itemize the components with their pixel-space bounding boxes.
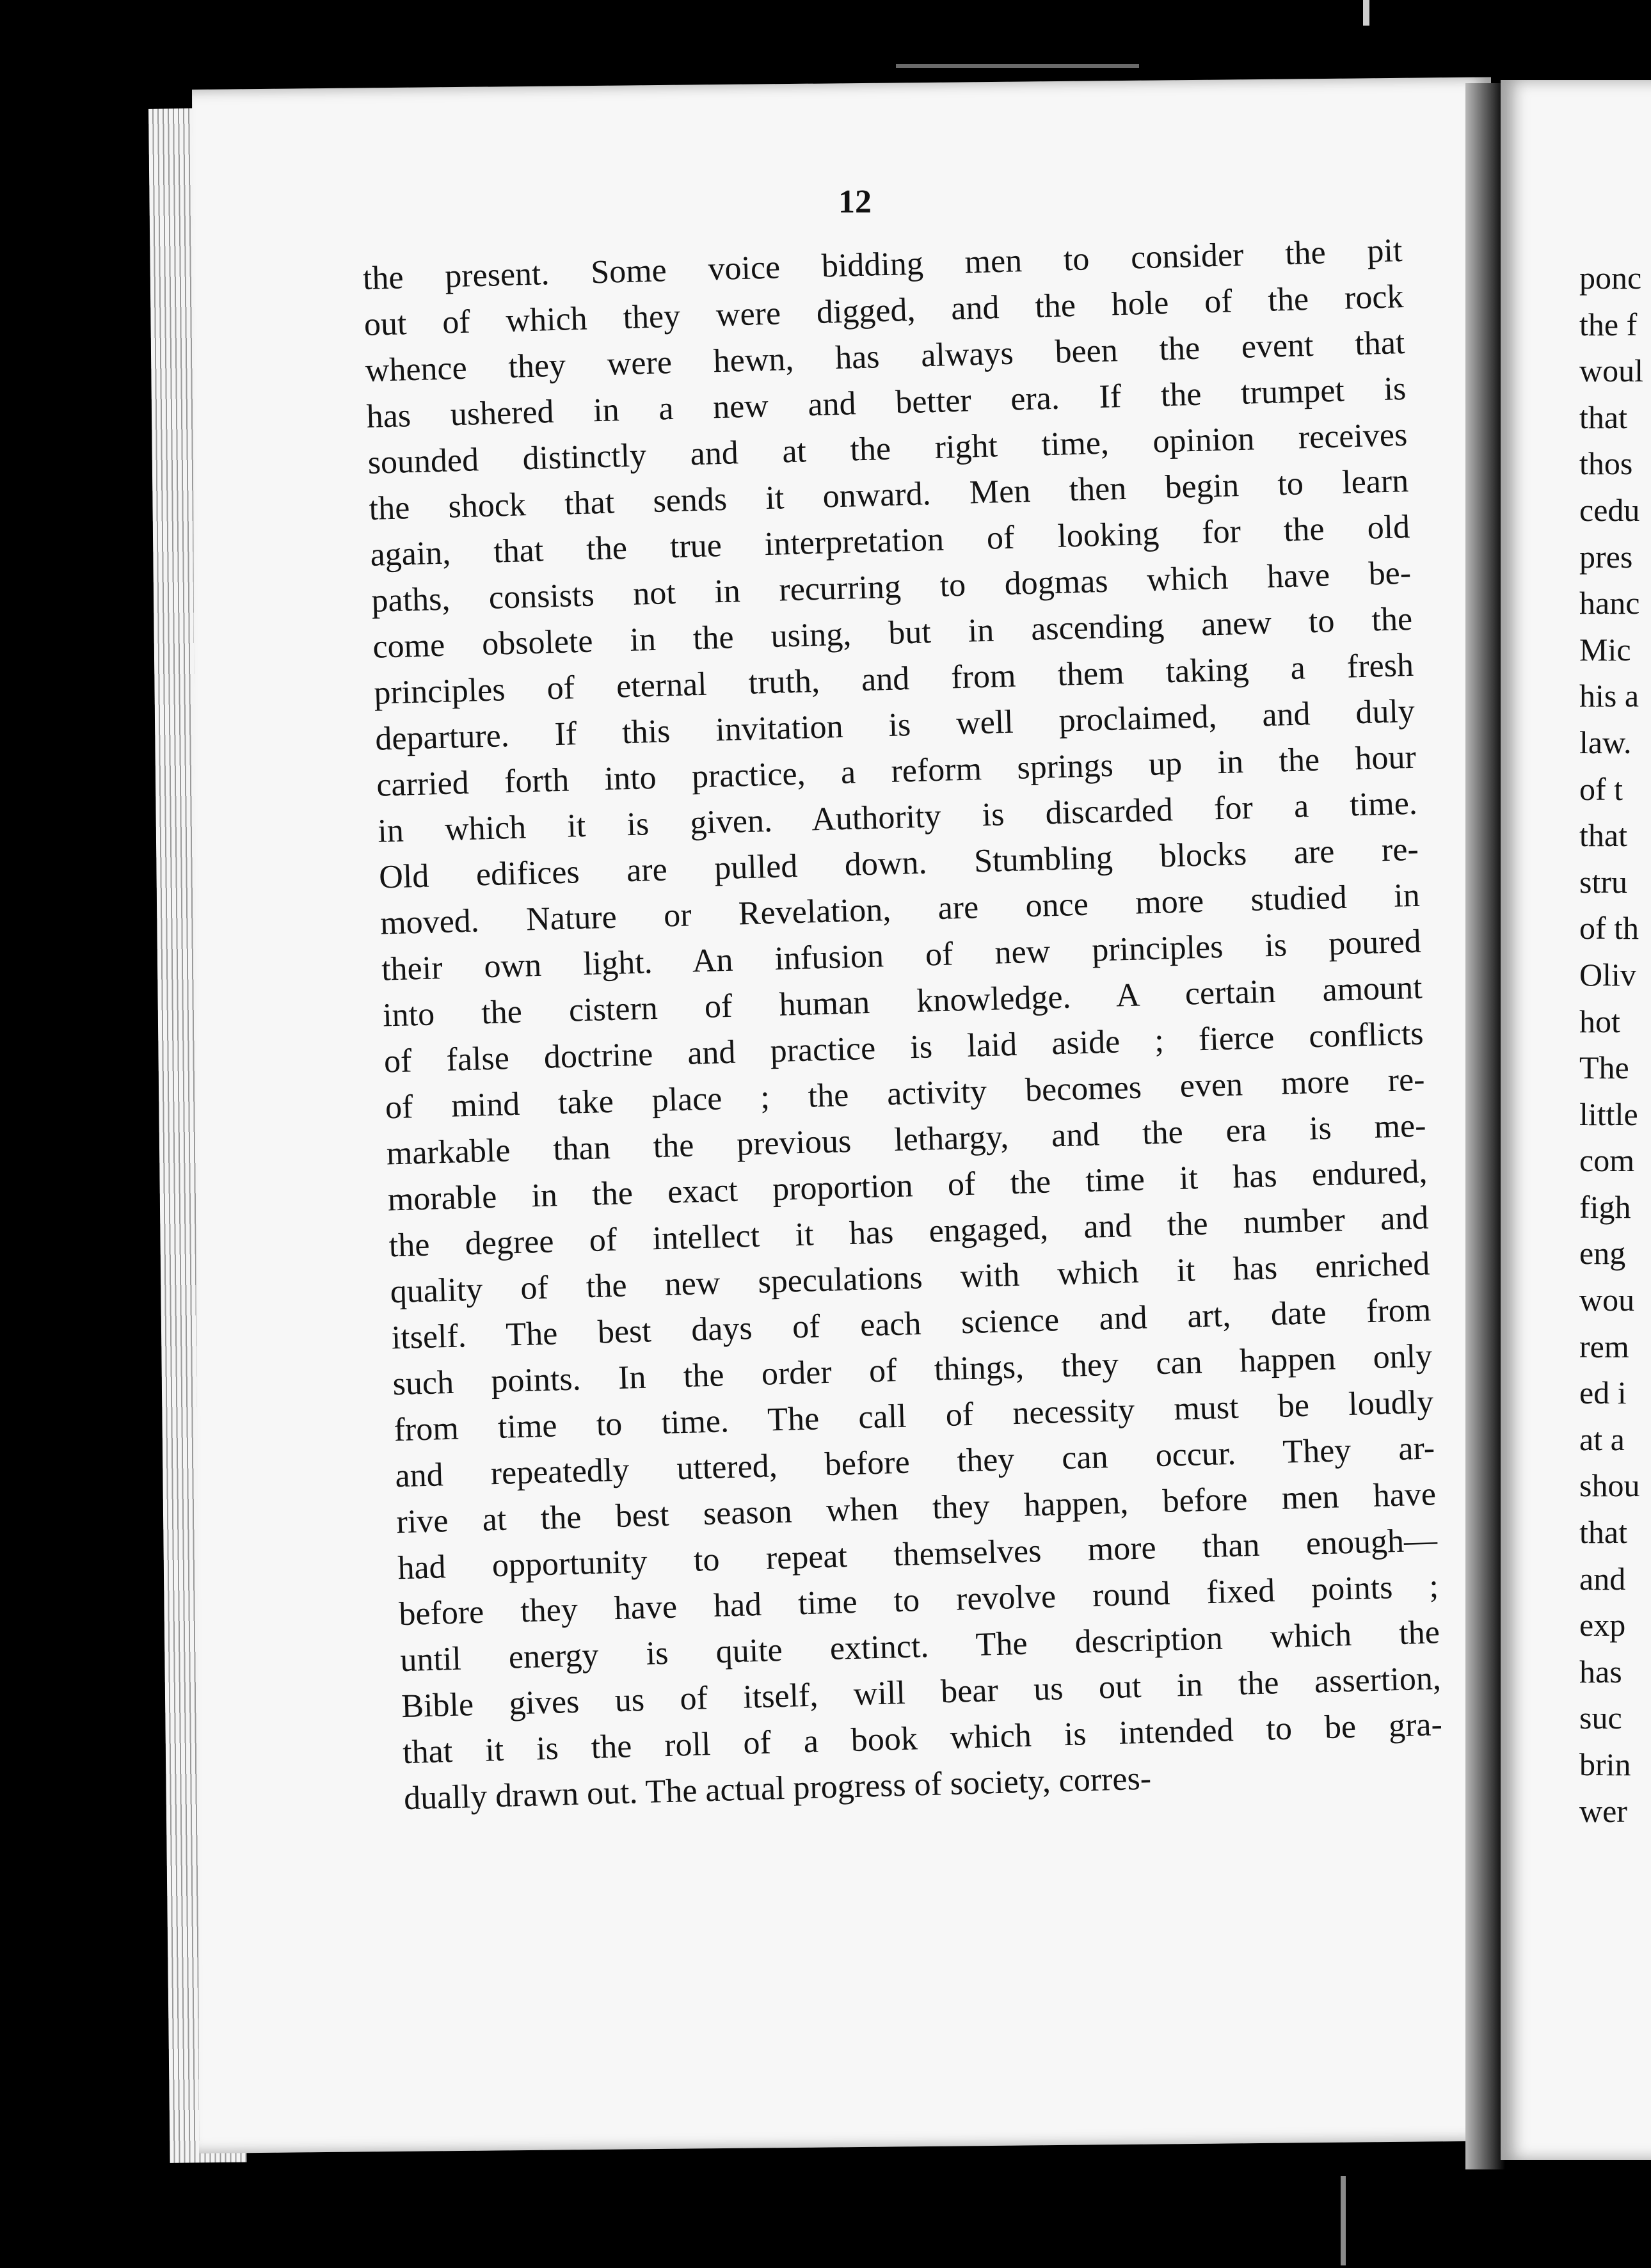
text-line: from time to time. The call of necessity must be loudly (393, 1384, 1434, 1449)
text-fragment: of t (1579, 771, 1623, 807)
text-fragment: and (1579, 1560, 1626, 1597)
text-fragment: that (1579, 817, 1627, 854)
right-page-text (1579, 255, 1651, 1834)
text-line: dually drawn out. The actual progress of society, corres- (403, 1760, 1152, 1817)
text-line: had opportunity to repeat themselves more than enough— (397, 1522, 1438, 1587)
text-fragment: has (1579, 1653, 1622, 1689)
text-line: such points. In the order of things, they can happen only (392, 1338, 1433, 1403)
text-line: their own light. An infusion of new principles is poured (381, 923, 1422, 988)
text-line: quality of the new speculations with which it has enriched (390, 1245, 1430, 1311)
text-fragment: shou (1579, 1467, 1640, 1504)
text-line: departure. If this invitation is well proclaimed, and duly (374, 692, 1416, 758)
text-line: come obsolete in the using, but in ascending anew to the (372, 600, 1413, 666)
text-fragment: ed i (1579, 1375, 1627, 1411)
text-line: Bible gives us of itself, will bear us out in the assertion, (401, 1660, 1442, 1725)
text-fragment: that (1579, 399, 1627, 435)
text-fragment: of th (1579, 910, 1639, 946)
text-line: out of which they were digged, and the hole of the rock (363, 278, 1405, 343)
text-line: paths, consists not in recurring to dogmas which have be- (371, 554, 1412, 619)
scan-speck (1341, 2176, 1346, 2265)
text-line: sounded distinctly and at the right time, opinion receives (367, 416, 1408, 481)
text-fragment: stru (1579, 863, 1627, 900)
text-line: carried forth into practice, a reform springs up in the hour (376, 739, 1417, 804)
text-line: principles of eternal truth, and from them taking a fresh (373, 646, 1414, 712)
text-fragment: pres (1579, 538, 1633, 575)
text-line: and repeatedly uttered, before they can occur. They ar- (394, 1430, 1435, 1495)
text-line: in which it is given. Authority is discarded for a time. (377, 785, 1418, 850)
text-fragment: suc (1579, 1700, 1622, 1736)
text-fragment: the f (1579, 306, 1638, 342)
text-line: markable than the previous lethargy, and the era is me- (386, 1107, 1427, 1172)
text-line: into the cistern of human knowledge. A certain amount (382, 969, 1423, 1034)
book-gutter (1465, 83, 1505, 2169)
text-fragment: little (1579, 1096, 1638, 1132)
text-line: the present. Some voice bidding men to consider the pit (362, 232, 1403, 297)
text-line: that it is the roll of a book which is intended to be gra- (402, 1706, 1443, 1771)
text-fragment: eng (1579, 1235, 1626, 1272)
text-fragment: The (1579, 1050, 1629, 1086)
text-fragment: law. (1579, 724, 1632, 760)
scan-speck (896, 64, 1139, 68)
text-fragment: that (1579, 1514, 1627, 1551)
text-line: whence they were hewn, has always been the event that (365, 324, 1406, 389)
text-line: again, that the true interpretation of looking for the old (369, 508, 1410, 573)
text-line: moved. Nature or Revelation, are once more studied in (379, 877, 1421, 942)
text-fragment: wer (1579, 1793, 1627, 1829)
text-line: the degree of intellect it has engaged, and the number and (388, 1199, 1430, 1265)
text-line: of mind take place ; the activity becomes even more re- (385, 1061, 1426, 1126)
text-line: before they have had time to revolve round fixed points ; (398, 1568, 1439, 1633)
text-fragment: hanc (1579, 585, 1640, 621)
text-fragment: rem (1579, 1328, 1629, 1364)
page-number: 12 (838, 184, 872, 220)
text-fragment: brin (1579, 1746, 1631, 1782)
left-page-text (362, 228, 1444, 1822)
text-fragment: hot (1579, 1003, 1620, 1039)
text-fragment: ponc (1579, 260, 1642, 296)
scan-speck (1363, 0, 1369, 26)
text-line: rive at the best season when they happen, before men have (395, 1476, 1437, 1541)
text-fragment: at a (1579, 1421, 1625, 1457)
text-line: until energy is quite extinct. The description which the (399, 1614, 1440, 1679)
text-fragment: cedu (1579, 491, 1640, 528)
text-fragment: figh (1579, 1188, 1631, 1225)
text-fragment: Oliv (1579, 956, 1636, 993)
text-fragment: Mic (1579, 631, 1631, 667)
text-fragment: woul (1579, 353, 1643, 389)
text-line: morable in the exact proportion of the time it has endured, (387, 1153, 1428, 1218)
text-fragment: his a (1579, 678, 1639, 714)
text-line: has ushered in a new and better era. If the trumpet is (366, 370, 1407, 435)
text-fragment: exp (1579, 1607, 1626, 1643)
text-fragment: wou (1579, 1282, 1635, 1318)
text-fragment: thos (1579, 445, 1633, 482)
text-line: Old edifices are pulled down. Stumbling blocks are re- (378, 831, 1419, 896)
text-line: itself. The best days of each science and art, date from (390, 1291, 1432, 1357)
text-line: the shock that sends it onward. Men then begin to learn (368, 462, 1409, 527)
text-line: of false doctrine and practice is laid aside ; fierce conflicts (383, 1015, 1424, 1080)
text-fragment: com (1579, 1142, 1635, 1179)
